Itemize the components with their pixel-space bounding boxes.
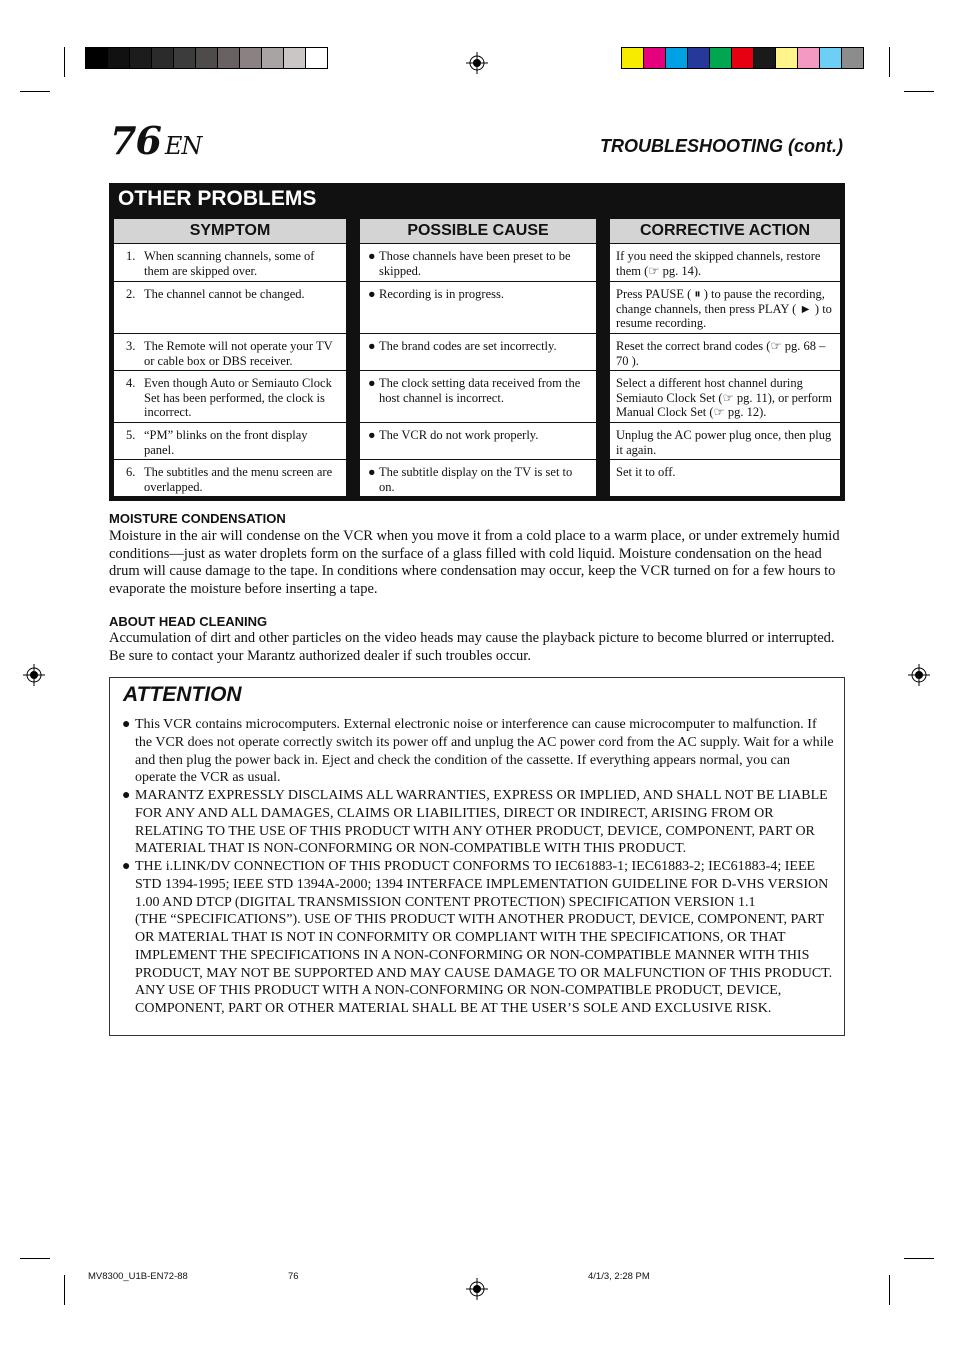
- gray-swatch: [218, 48, 240, 68]
- table-cell-action: Unplug the AC power plug once, then plug it again.: [610, 423, 840, 460]
- table-cell-symptom: 1. When scanning channels, some of them are skipped over.: [114, 244, 346, 282]
- gray-swatch: [152, 48, 174, 68]
- row-number: 4.: [126, 376, 136, 390]
- gray-scale-bar: [85, 47, 328, 69]
- color-swatch: [754, 48, 776, 68]
- bullet-icon: ●: [368, 428, 376, 442]
- table-cell-symptom: 2. The channel cannot be changed.: [114, 282, 346, 334]
- head-cleaning-heading: ABOUT HEAD CLEANING: [109, 614, 268, 629]
- gray-swatch: [262, 48, 284, 68]
- list-item: ● This VCR contains microcomputers. External electronic noise or interference can cause microcomputer to malfunction. If the VCR does not operate correctly switch its power off and unplug the AC power cord from the AC supply. Wait for a while and then plug the power back in. Eject and check the condition of the cassette. If everything appears normal, you can operate the VCR as usual.: [122, 717, 834, 786]
- symptom-column: [114, 219, 346, 496]
- head-cleaning-text: Accumulation of dirt and other particles on the video heads may cause the playback picture to become blurred or interrupted. Be sure to contact your Marantz authorized dealer if such troubles occur.: [109, 630, 835, 664]
- table-cell-cause: ● The VCR do not work properly.: [360, 423, 596, 460]
- table-title: OTHER PROBLEMS: [118, 187, 317, 210]
- color-swatch: [710, 48, 732, 68]
- other-problems-table: [109, 183, 845, 501]
- table-cell-action: Set it to off.: [616, 465, 676, 479]
- table-cell-action: Reset the correct brand codes (☞ pg. 68 – 70 ).: [610, 334, 840, 371]
- gray-swatch: [108, 48, 130, 68]
- color-swatch: [820, 48, 842, 68]
- color-swatch: [842, 48, 863, 68]
- table-cell-action: Select a different host channel during Semiauto Clock Set (☞ pg. 11), or perform Manual Clock Set (☞ pg. 12).: [610, 371, 840, 423]
- action-column: [610, 219, 840, 496]
- gray-swatch: [130, 48, 152, 68]
- cause-header: POSSIBLE CAUSE: [360, 219, 596, 244]
- color-swatch: [666, 48, 688, 68]
- color-calibration-bar: [621, 47, 864, 69]
- table-cell-cause: ● Recording is in progress.: [360, 282, 596, 334]
- gray-swatch: [306, 48, 327, 68]
- list-item: ● THE i.LINK/DV CONNECTION OF THIS PRODUCT CONFORMS TO IEC61883-1; IEC61883-2; IEC61883-4; IEEE STD 1394-1995; IEEE STD 1394A-2000; 1394 INTERFACE IMPLEMENTATION GUIDELINE FOR D-VHS VERSION 1.00 AND DTCP (DIGITAL TRANSMISSION CONTENT PROTECTION) SPECIFICATION VERSION 1.1 (THE “SPECIFICATIONS”). USE OF THIS PRODUCT WITH ANOTHER PRODUCT, DEVICE, COMPONENT, PART OR MATERIAL THAT IS NOT IN CONFORMITY OR COMPLIANT WITH THE SPECIFICATIONS, OR THAT IMPLEMENT THE SPECIFICATIONS IN A NON-CONFORMING OR NON-COMPATIBLE MANNER WITH THIS PRODUCT, MAY NOT BE SUPPORTED AND MAY CAUSE DAMAGE TO OR MALFUNCTION OF THIS PRODUCT. ANY USE OF THIS PRODUCT WITH A NON-CONFORMING OR NON-COMPATIBLE PRODUCT, DEVICE, COMPONENT, PART OR OTHER MATERIAL SHALL BE AT THE USER’S SOLE AND EXCLUSIVE RISK.: [122, 859, 833, 1016]
- registration-mark-icon: [23, 664, 45, 686]
- footer-file: MV8300_U1B-EN72-88: [88, 1271, 188, 1282]
- registration-mark-icon: [466, 52, 488, 74]
- color-swatch: [776, 48, 798, 68]
- moisture-text: Moisture in the air will condense on the VCR when you move it from a cold place to a warm place, or under extremely humid conditions—just as water droplets form on the surface of a glass filled with cold liquid. Moisture condensation on the head drum will cause damage to the tape. In conditions where condensation may occur, keep the VCR turned on for a few hours to evaporate the moisture before inserting a tape.: [109, 528, 840, 597]
- color-swatch: [688, 48, 710, 68]
- color-swatch: [798, 48, 820, 68]
- moisture-heading: MOISTURE CONDENSATION: [109, 511, 286, 526]
- gray-swatch: [174, 48, 196, 68]
- color-swatch: [732, 48, 754, 68]
- bullet-icon: ●: [368, 287, 376, 301]
- action-header: CORRECTIVE ACTION: [610, 219, 840, 244]
- page-number: 76 EN: [110, 118, 202, 163]
- footer-date: 4/1/3, 2:28 PM: [588, 1271, 650, 1282]
- bullet-icon: ●: [368, 249, 376, 263]
- table-cell-action: If you need the skipped channels, restore them (☞ pg. 14).: [610, 244, 840, 282]
- table-cell-symptom: 3. The Remote will not operate your TV or cable box or DBS receiver.: [114, 334, 346, 371]
- color-swatch: [644, 48, 666, 68]
- footer-page: 76: [288, 1271, 299, 1282]
- row-number: 5.: [126, 428, 136, 442]
- bullet-icon: ●: [368, 465, 376, 479]
- registration-mark-icon: [908, 664, 930, 686]
- row-number: 2.: [126, 287, 136, 301]
- symptom-header: SYMPTOM: [114, 219, 346, 244]
- cause-column: [360, 219, 596, 496]
- language-code: EN: [164, 132, 202, 160]
- row-number: 3.: [126, 339, 136, 353]
- table-cell-action: Press PAUSE ( ⏸ ) to pause the recording, change channels, then press PLAY ( ► ) to resume recording.: [610, 282, 840, 334]
- registration-mark-icon: [466, 1278, 488, 1300]
- table-cell-symptom: 6. The subtitles and the menu screen are overlapped.: [126, 465, 333, 494]
- row-number: 1.: [126, 249, 136, 263]
- table-cell-cause: ● Those channels have been preset to be skipped.: [360, 244, 596, 282]
- attention-box: [109, 677, 845, 1036]
- bullet-icon: ●: [368, 339, 376, 353]
- table-cell-cause: ● The subtitle display on the TV is set to on.: [368, 465, 573, 494]
- list-item: ● MARANTZ EXPRESSLY DISCLAIMS ALL WARRANTIES, EXPRESS OR IMPLIED, AND SHALL NOT BE LIABLE FOR ANY AND ALL DAMAGES, CLAIMS OR LIABILITIES, DIRECT OR INDIRECT, ARISING FROM OR RELATING TO THE USE OF THIS PRODUCT WITH ANY OTHER PRODUCT, DEVICE, COMPONENT, PART OR MATERIAL THAT IS NON-CONFORMING OR NON-COMPATIBLE WITH THIS PRODUCT.: [122, 788, 828, 857]
- table-cell-symptom: 4. Even though Auto or Semiauto Clock Set has been performed, the clock is incorrect.: [114, 371, 346, 423]
- row-number: 6.: [126, 465, 136, 479]
- section-title: TROUBLESHOOTING (cont.): [600, 136, 843, 156]
- bullet-icon: ●: [122, 859, 131, 874]
- gray-swatch: [284, 48, 306, 68]
- table-cell-cause: ● The clock setting data received from the host channel is incorrect.: [360, 371, 596, 423]
- gray-swatch: [196, 48, 218, 68]
- gray-swatch: [86, 48, 108, 68]
- table-cell-symptom: 5. “PM” blinks on the front display panel.: [114, 423, 346, 460]
- bullet-icon: ●: [368, 376, 376, 390]
- bullet-icon: ●: [122, 788, 131, 803]
- table-cell-cause: ● The brand codes are set incorrectly.: [360, 334, 596, 371]
- attention-title: ATTENTION: [123, 683, 242, 706]
- color-swatch: [622, 48, 644, 68]
- bullet-icon: ●: [122, 717, 131, 732]
- attention-list: [122, 716, 834, 1018]
- gray-swatch: [240, 48, 262, 68]
